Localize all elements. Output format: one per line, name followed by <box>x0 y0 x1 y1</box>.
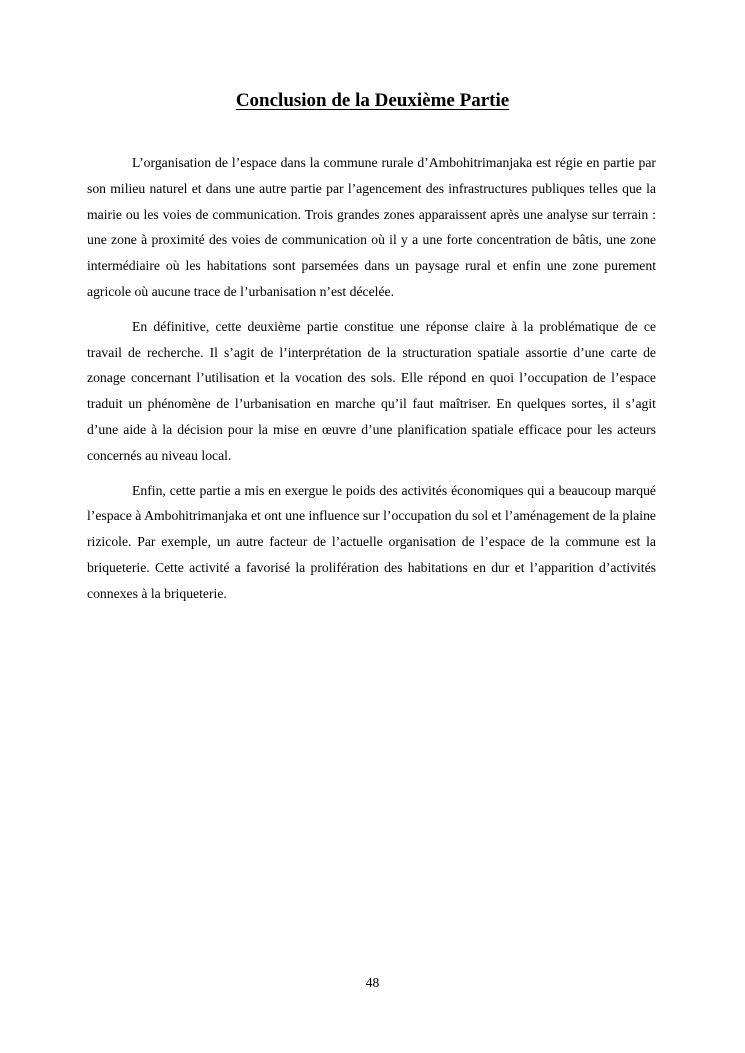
paragraph-3: Enfin, cette partie a mis en exergue le poids des activités économiques qui a beaucoup marqué l’espace à Ambohitrimanjaka et ont une influence sur l’occupation du sol et l’aménagement de la plaine rizicole. Par exemple, un autre facteur de l’actuelle organisation de l’espace de la commune est la briqueterie. Cette activité a favorisé la prolifération des habitations en dur et l’apparition d’activités connexes à la briqueterie. <box>87 482 656 601</box>
paragraph-1: L’organisation de l’espace dans la commune rurale d’Ambohitrimanjaka est régie en partie par son milieu naturel et dans une autre partie par l’agencement des infrastructures publiques telles que la mairie ou les voies de communication. Trois grandes zones apparaissent après une analyse sur terrain : une zone à proximité des voies de communication où il y a une forte concentration de bâtis, une zone intermédiaire où les habitations sont parsemées dans un paysage rural et enfin une zone purement agricole où aucune trace de l’urbanisation n’est décelée. <box>87 155 656 299</box>
paragraph-2: En définitive, cette deuxième partie constitue une réponse claire à la problématique de ce travail de recherche. Il s’agit de l’interprétation de la structuration spatiale assortie d’une carte de zonage concernant l’utilisation et la vocation des sols. Elle répond en quoi l’occupation de l’espace traduit un phénomène de l’urbanisation en marche qu’il faut maîtriser. En quelques sortes, il s’agit d’une aide à la décision pour la mise en œuvre d’une planification spatiale efficace pour les acteurs concernés au niveau local. <box>87 318 656 463</box>
page-title <box>0 90 745 112</box>
page-title-text: Conclusion de la Deuxième Partie <box>235 90 510 111</box>
page-number: 48 <box>365 975 380 990</box>
body-text <box>87 150 656 616</box>
